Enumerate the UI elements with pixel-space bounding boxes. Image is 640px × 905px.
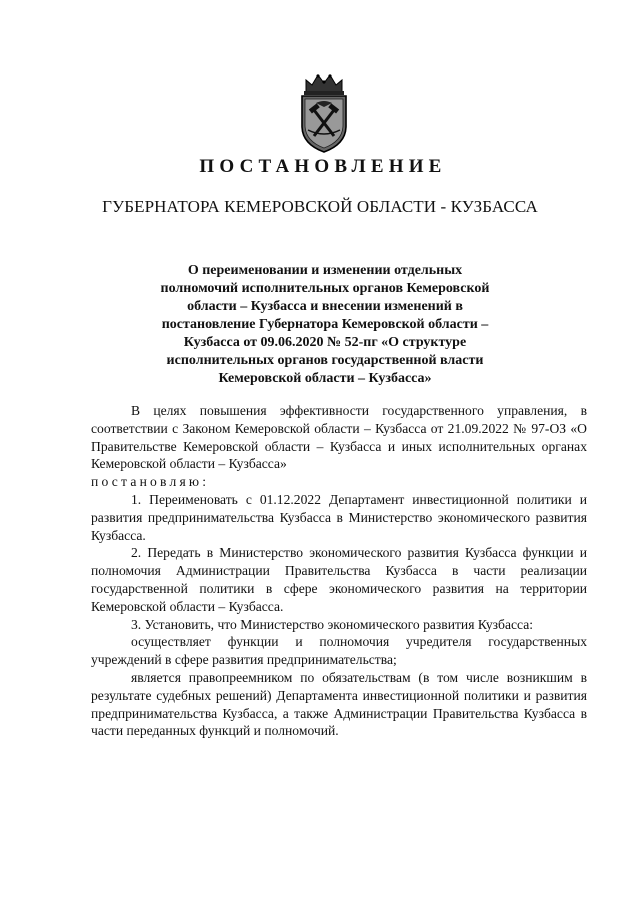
document-title [140,262,510,388]
title-line: исполнительных органов государственной власти [166,353,484,368]
document-body [91,402,587,740]
item-1-paragraph: 1. Переименовать с 01.12.2022 Департамент инвестиционной политики и развития предпринимательства Кузбасса в Министерство экономического развития Кузбасса. [91,491,587,543]
item-3-subparagraph-a: осуществляет функции и полномочия учредителя государственных учреждений в сфере развития предпринимательства; [91,634,587,668]
decree-word [91,473,587,491]
issuer-heading: ГУБЕРНАТОРА КЕМЕРОВСКОЙ ОБЛАСТИ - КУЗБАССА [102,197,538,216]
title-line: постановление Губернатора Кемеровской области – [161,317,489,332]
decree-word-text: постановляю: [91,474,210,490]
title-line: Кузбасса от 09.06.2020 № 52-пг «О структуре [183,335,467,350]
title-line: полномочий исполнительных органов Кемеровской [160,281,490,296]
title-line: Кемеровской области – Кузбасса» [218,371,432,386]
item-2-paragraph: 2. Передать в Министерство экономического развития Кузбасса функции и полномочия Администрации Правительства Кузбасса в части реализации государственной политики в сфере экономического развития на территории Кемеровской области – Кузбасса. [91,545,587,614]
preamble-paragraph: В целях повышения эффективности государственного управления, в соответствии с Законом Кемеровской области – Кузбасса от 21.09.2022 № 97-ОЗ «О Правительстве Кемеровской области – Кузбасса и иных исполнительных органах Кемеровской области – Кузбасса» [91,403,587,472]
item-3-paragraph: 3. Установить, что Министерство экономического развития Кузбасса: [131,616,534,632]
item-3-subparagraph-b: является правопреемником по обязательствам (в том числе возникшим в результате судебных решений) Департамента инвестиционной политики и развития предпринимательства Кузбасса, а также Администрации Правительства Кузбасса в части переданных функций и полномочий. [91,669,587,739]
document-type-heading: ПОСТАНОВЛЕНИЕ [199,156,447,177]
title-line: О переименовании и изменении отдельных [187,263,463,278]
coat-of-arms-icon [298,72,350,154]
title-line: области – Кузбасса и внесении изменений в [187,299,463,314]
